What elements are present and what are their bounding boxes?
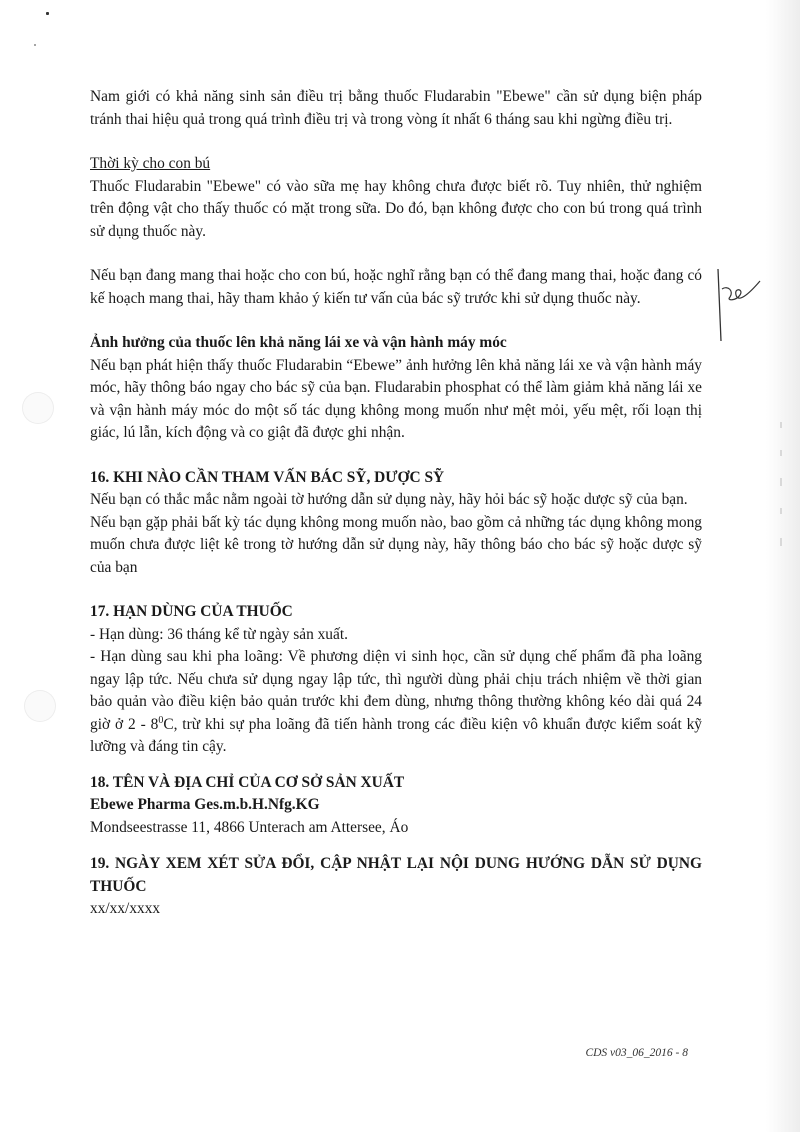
revision-date: xx/xx/xxxx <box>90 900 161 917</box>
section-18-heading: 18. TÊN VÀ ĐỊA CHỈ CỦA CƠ SỞ SẢN XUẤT <box>90 773 405 791</box>
after-dilution-text-1: - Hạn dùng sau khi pha loãng: Về phương diện vi sinh học, cần sử dụng chế phẩm đã pha loãng ngay lập tức. Nếu chưa sử dụng ngay lập tức, thì người dùng phải chịu trách nhiệm về thời gian bảo quản vào điều kiện bảo quản trước khi đem dùng, nhưng thông thường không kéo dài quá 24 giờ ở 2 - 8 <box>90 648 702 733</box>
margin-marks <box>775 420 787 570</box>
manufacturer-name: Ebewe Pharma Ges.m.b.H.Nfg.KG <box>90 796 320 813</box>
after-dilution-text-2: C, trừ khi sự pha loãng đã tiến hành trong các điều kiện vô khuẩn được kiểm soát kỹ lưỡng và đáng tin cậy. <box>90 715 702 755</box>
lactation-heading: Thời kỳ cho con bú <box>90 155 211 172</box>
section-17-heading: 17. HẠN DÙNG CỦA THUỐC <box>90 603 293 620</box>
section-16-paragraph-1: Nếu bạn có thắc mắc nằm ngoài tờ hướng dẫn sử dụng này, hãy hỏi bác sỹ hoặc dược sỹ của bạn. <box>90 491 688 508</box>
section-16-paragraph-2: Nếu bạn gặp phải bất kỳ tác dụng không mong muốn nào, bao gồm cả những tác dụng không mong muốn chưa được liệt kê trong tờ hướng dẫn sử dụng này, hãy thông báo cho bác sỹ hoặc dược sỹ của bạn <box>90 513 702 576</box>
handwritten-initials <box>712 265 766 345</box>
driving-heading: Ảnh hưởng của thuốc lên khả năng lái xe và vận hành máy móc <box>90 334 507 351</box>
scan-speck <box>34 44 36 46</box>
section-19-heading: 19. NGÀY XEM XÉT SỬA ĐỔI, CẬP NHẬT LẠI NỘI DUNG HƯỚNG DẪN SỬ DỤNG THUỐC <box>90 855 702 895</box>
paragraph-driving: Nếu bạn phát hiện thấy thuốc Fludarabin “Ebewe” ảnh hưởng lên khả năng lái xe và vận hành máy móc, hãy thông báo ngay cho bác sỹ của bạn. Fludarabin phosphat có thể làm giảm khả năng lái xe và vận hành máy móc do một số tác dụng không mong muốn như mệt mỏi, yếu mệt, rối loạn thị giác, lú lẫn, kích động và co giật đã được ghi nhận. <box>90 356 702 441</box>
document-body <box>90 86 702 921</box>
section-16-heading: 16. KHI NÀO CẦN THAM VẤN BÁC SỸ, DƯỢC SỸ <box>90 468 445 486</box>
section-17-after-dilution <box>90 646 702 759</box>
section-17-shelf-life: - Hạn dùng: 36 tháng kể từ ngày sản xuất. <box>90 625 348 643</box>
paragraph-contraception-men: Nam giới có khả năng sinh sản điều trị bằng thuốc Fludarabin "Ebewe" cần sử dụng biện pháp tránh thai hiệu quả trong quá trình điều trị và trong vòng ít nhất 6 tháng sau khi ngừng điều trị. <box>90 88 702 128</box>
document-code-footer: CDS v03_06_2016 - 8 <box>585 1047 688 1059</box>
scan-speck <box>46 12 49 15</box>
paragraph-lactation: Thuốc Fludarabin "Ebewe" có vào sữa mẹ hay không chưa được biết rõ. Tuy nhiên, thử nghiệm trên động vật cho thấy thuốc có mặt trong sữa. Do đó, bạn không được cho con bú trong quá trình sử dụng thuốc này. <box>90 177 702 240</box>
punch-hole-mark <box>22 392 54 424</box>
punch-hole-mark <box>24 690 56 722</box>
degree-superscript: 0 <box>158 714 164 726</box>
paragraph-pregnancy-advice: Nếu bạn đang mang thai hoặc cho con bú, hoặc nghĩ rằng bạn có thể đang mang thai, hoặc đang có kế hoạch mang thai, hãy tham khảo ý kiến tư vấn của bác sỹ trước khi sử dụng thuốc này. <box>90 267 702 307</box>
manufacturer-address: Mondseestrasse 11, 4866 Unterach am Attersee, Áo <box>90 818 409 836</box>
